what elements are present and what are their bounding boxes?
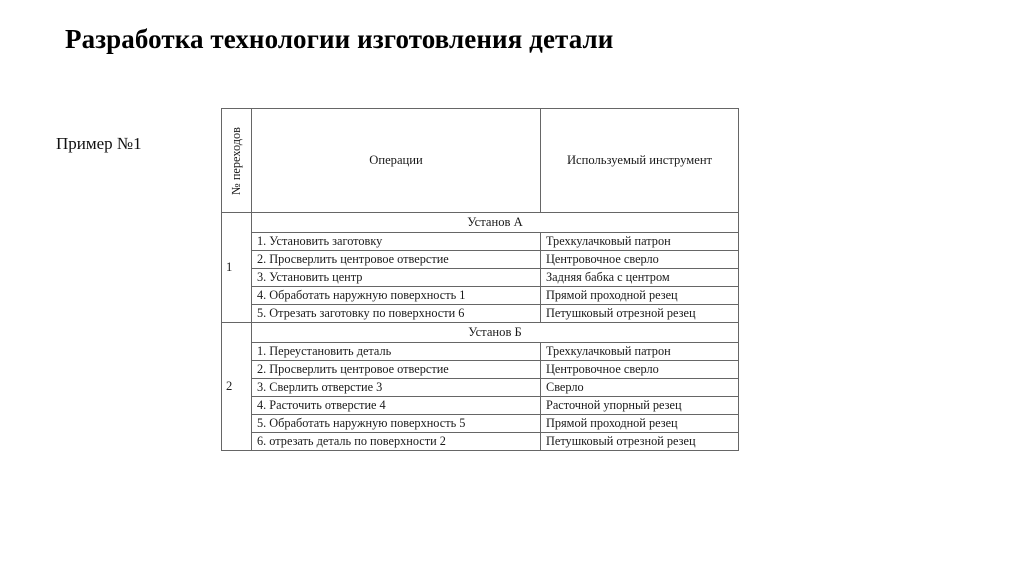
- operation-cell: 2. Просверлить центровое отверстие: [252, 361, 541, 379]
- table-row: [222, 415, 739, 433]
- tool-cell: Центровочное сверло: [541, 361, 739, 379]
- operation-cell: 5. Отрезать заготовку по поверхности 6: [252, 305, 541, 323]
- operation-cell: 3. Установить центр: [252, 269, 541, 287]
- table-row: [222, 397, 739, 415]
- table-row: [222, 343, 739, 361]
- header-cell-operations: Операции: [252, 109, 541, 213]
- table-row: [222, 269, 739, 287]
- process-table-wrapper: [221, 108, 738, 451]
- tool-cell: Петушковый отрезной резец: [541, 433, 739, 451]
- tool-cell: Трехкулачковый патрон: [541, 233, 739, 251]
- operation-cell: 6. отрезать деталь по поверхности 2: [252, 433, 541, 451]
- header-cell-transitions: [222, 109, 252, 213]
- table-row: [222, 251, 739, 269]
- process-table-body: [222, 109, 739, 451]
- operation-cell: 1. Установить заготовку: [252, 233, 541, 251]
- section-number-cell: 2: [222, 323, 252, 451]
- tool-cell: Трехкулачковый патрон: [541, 343, 739, 361]
- table-row: [222, 433, 739, 451]
- operation-cell: 2. Просверлить центровое отверстие: [252, 251, 541, 269]
- operation-cell: 1. Переустановить деталь: [252, 343, 541, 361]
- section-title-cell: Установ А: [252, 213, 739, 233]
- table-row: [222, 379, 739, 397]
- header-label-transitions: № переходов: [228, 126, 243, 195]
- table-row: [222, 361, 739, 379]
- tool-cell: Прямой проходной резец: [541, 415, 739, 433]
- table-row: [222, 287, 739, 305]
- table-row: [222, 305, 739, 323]
- table-header-row: [222, 109, 739, 213]
- operation-cell: 4. Обработать наружную поверхность 1: [252, 287, 541, 305]
- tool-cell: Задняя бабка с центром: [541, 269, 739, 287]
- section-number-cell: 1: [222, 213, 252, 323]
- tool-cell: Сверло: [541, 379, 739, 397]
- header-cell-tool: Используемый инструмент: [541, 109, 739, 213]
- section-header-row: [222, 213, 739, 233]
- example-label: Пример №1: [56, 134, 142, 153]
- tool-cell: Расточной упорный резец: [541, 397, 739, 415]
- operation-cell: 4. Расточить отверстие 4: [252, 397, 541, 415]
- operation-cell: 3. Сверлить отверстие 3: [252, 379, 541, 397]
- page-title: Разработка технологии изготовления детали: [65, 24, 614, 54]
- section-header-row: [222, 323, 739, 343]
- tool-cell: Петушковый отрезной резец: [541, 305, 739, 323]
- process-table: [221, 108, 739, 451]
- table-row: [222, 233, 739, 251]
- tool-cell: Прямой проходной резец: [541, 287, 739, 305]
- section-title-cell: Установ Б: [252, 323, 739, 343]
- operation-cell: 5. Обработать наружную поверхность 5: [252, 415, 541, 433]
- tool-cell: Центровочное сверло: [541, 251, 739, 269]
